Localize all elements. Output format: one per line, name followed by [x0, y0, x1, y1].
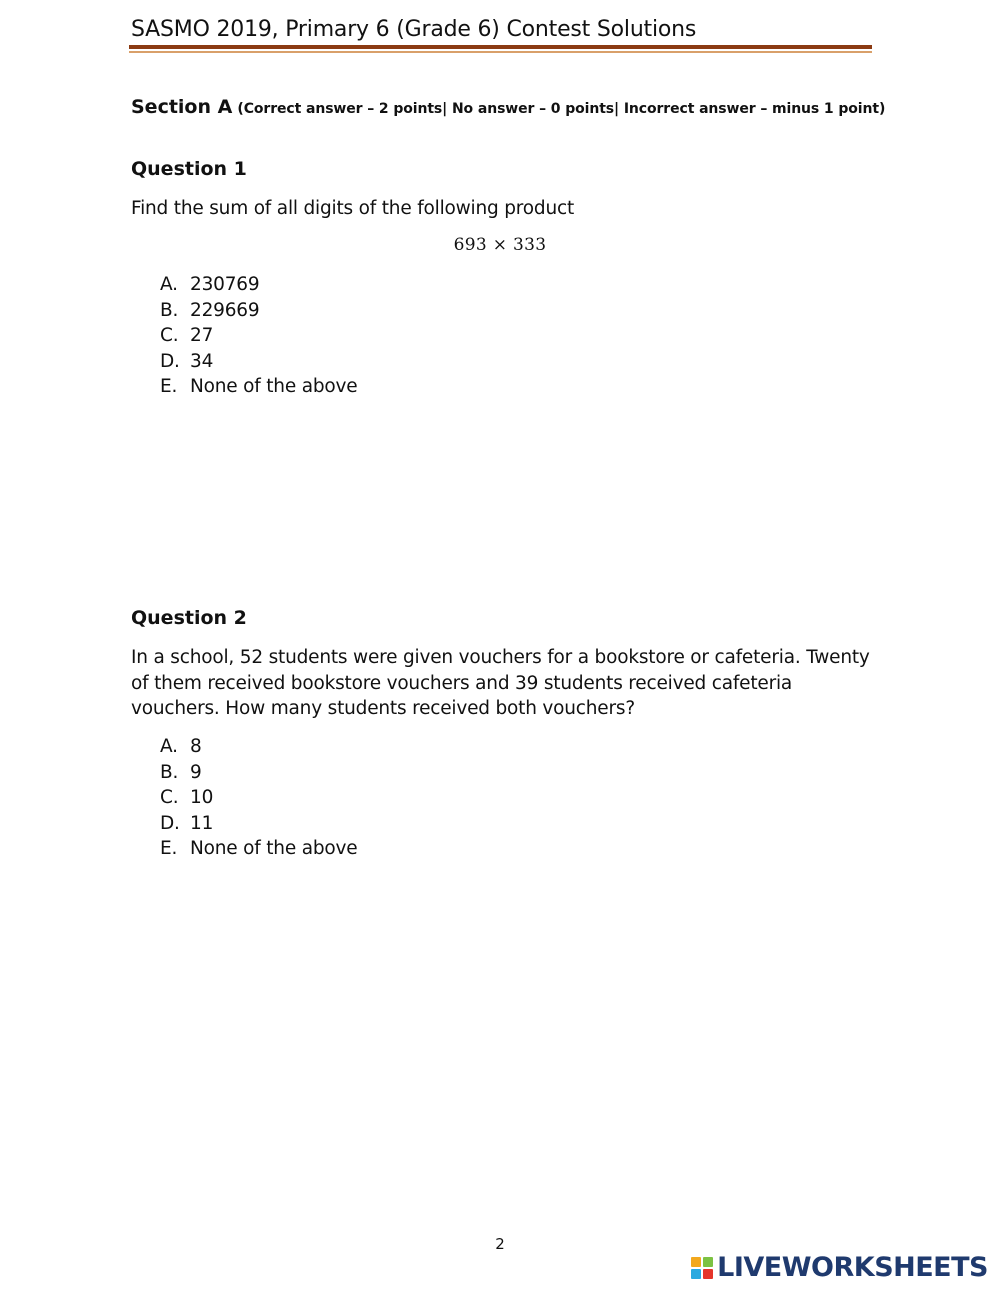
- question-2-text: In a school, 52 students were given vouchers for a bookstore or cafeteria. Twenty of them received bookstore vouchers and 39 students received cafeteria vouchers. How many students received both vouchers?: [131, 647, 870, 719]
- choice-letter: E.: [160, 376, 178, 398]
- logo-square-3: [691, 1269, 701, 1279]
- choice-letter: A.: [160, 736, 178, 757]
- choice-text: 27: [190, 325, 214, 347]
- choice-text: 8: [190, 736, 202, 757]
- question-2-title: Question 2: [131, 607, 247, 629]
- page-number: 2: [495, 1235, 505, 1253]
- page-header-title: SASMO 2019, Primary 6 (Grade 6) Contest Solutions: [131, 17, 697, 42]
- choice-text: None of the above: [190, 376, 358, 398]
- choice-item: [160, 811, 357, 837]
- choice-text: 10: [190, 787, 214, 809]
- choice-text: 11: [190, 812, 214, 834]
- choice-item: [160, 734, 357, 760]
- question-1-expression: 693 × 333: [453, 235, 547, 255]
- question-1-text: Find the sum of all digits of the following product: [131, 198, 574, 219]
- choice-letter: B.: [160, 299, 179, 321]
- choice-item: [160, 760, 357, 786]
- choice-letter: D.: [160, 350, 180, 372]
- section-heading: [131, 96, 885, 118]
- choice-letter: E.: [160, 838, 178, 860]
- question-2-choices: [160, 734, 357, 862]
- choice-text: 229669: [190, 299, 260, 321]
- choice-item: [160, 836, 357, 862]
- logo-square-4: [703, 1269, 713, 1279]
- choice-item: [160, 323, 357, 349]
- choice-letter: C.: [160, 325, 179, 347]
- choice-letter: A.: [160, 274, 178, 295]
- choice-item: [160, 374, 357, 400]
- liveworksheets-logo-icon: [691, 1257, 713, 1279]
- header-divider-thin: [129, 51, 872, 53]
- choice-text: 34: [190, 350, 214, 372]
- choice-text: 9: [190, 761, 202, 783]
- choice-letter: D.: [160, 812, 180, 834]
- logo-square-1: [691, 1257, 701, 1267]
- choice-item: [160, 272, 357, 298]
- choice-letter: C.: [160, 787, 179, 809]
- liveworksheets-wordmark: LIVEWORKSHEETS: [717, 1252, 988, 1283]
- header-divider-thick: [129, 45, 872, 49]
- logo-square-2: [703, 1257, 713, 1267]
- liveworksheets-logo[interactable]: [691, 1253, 988, 1283]
- question-1-choices: [160, 272, 357, 400]
- choice-text: 230769: [190, 274, 260, 295]
- choice-text: None of the above: [190, 838, 358, 860]
- header-divider: [129, 45, 872, 53]
- choice-item: [160, 298, 357, 324]
- choice-item: [160, 349, 357, 375]
- section-title: Section A: [131, 96, 233, 118]
- choice-letter: B.: [160, 761, 179, 783]
- choice-item: [160, 785, 357, 811]
- question-1-title: Question 1: [131, 158, 247, 180]
- section-scoring-rules: (Correct answer – 2 points| No answer – 0 points| Incorrect answer – minus 1 point): [237, 101, 886, 117]
